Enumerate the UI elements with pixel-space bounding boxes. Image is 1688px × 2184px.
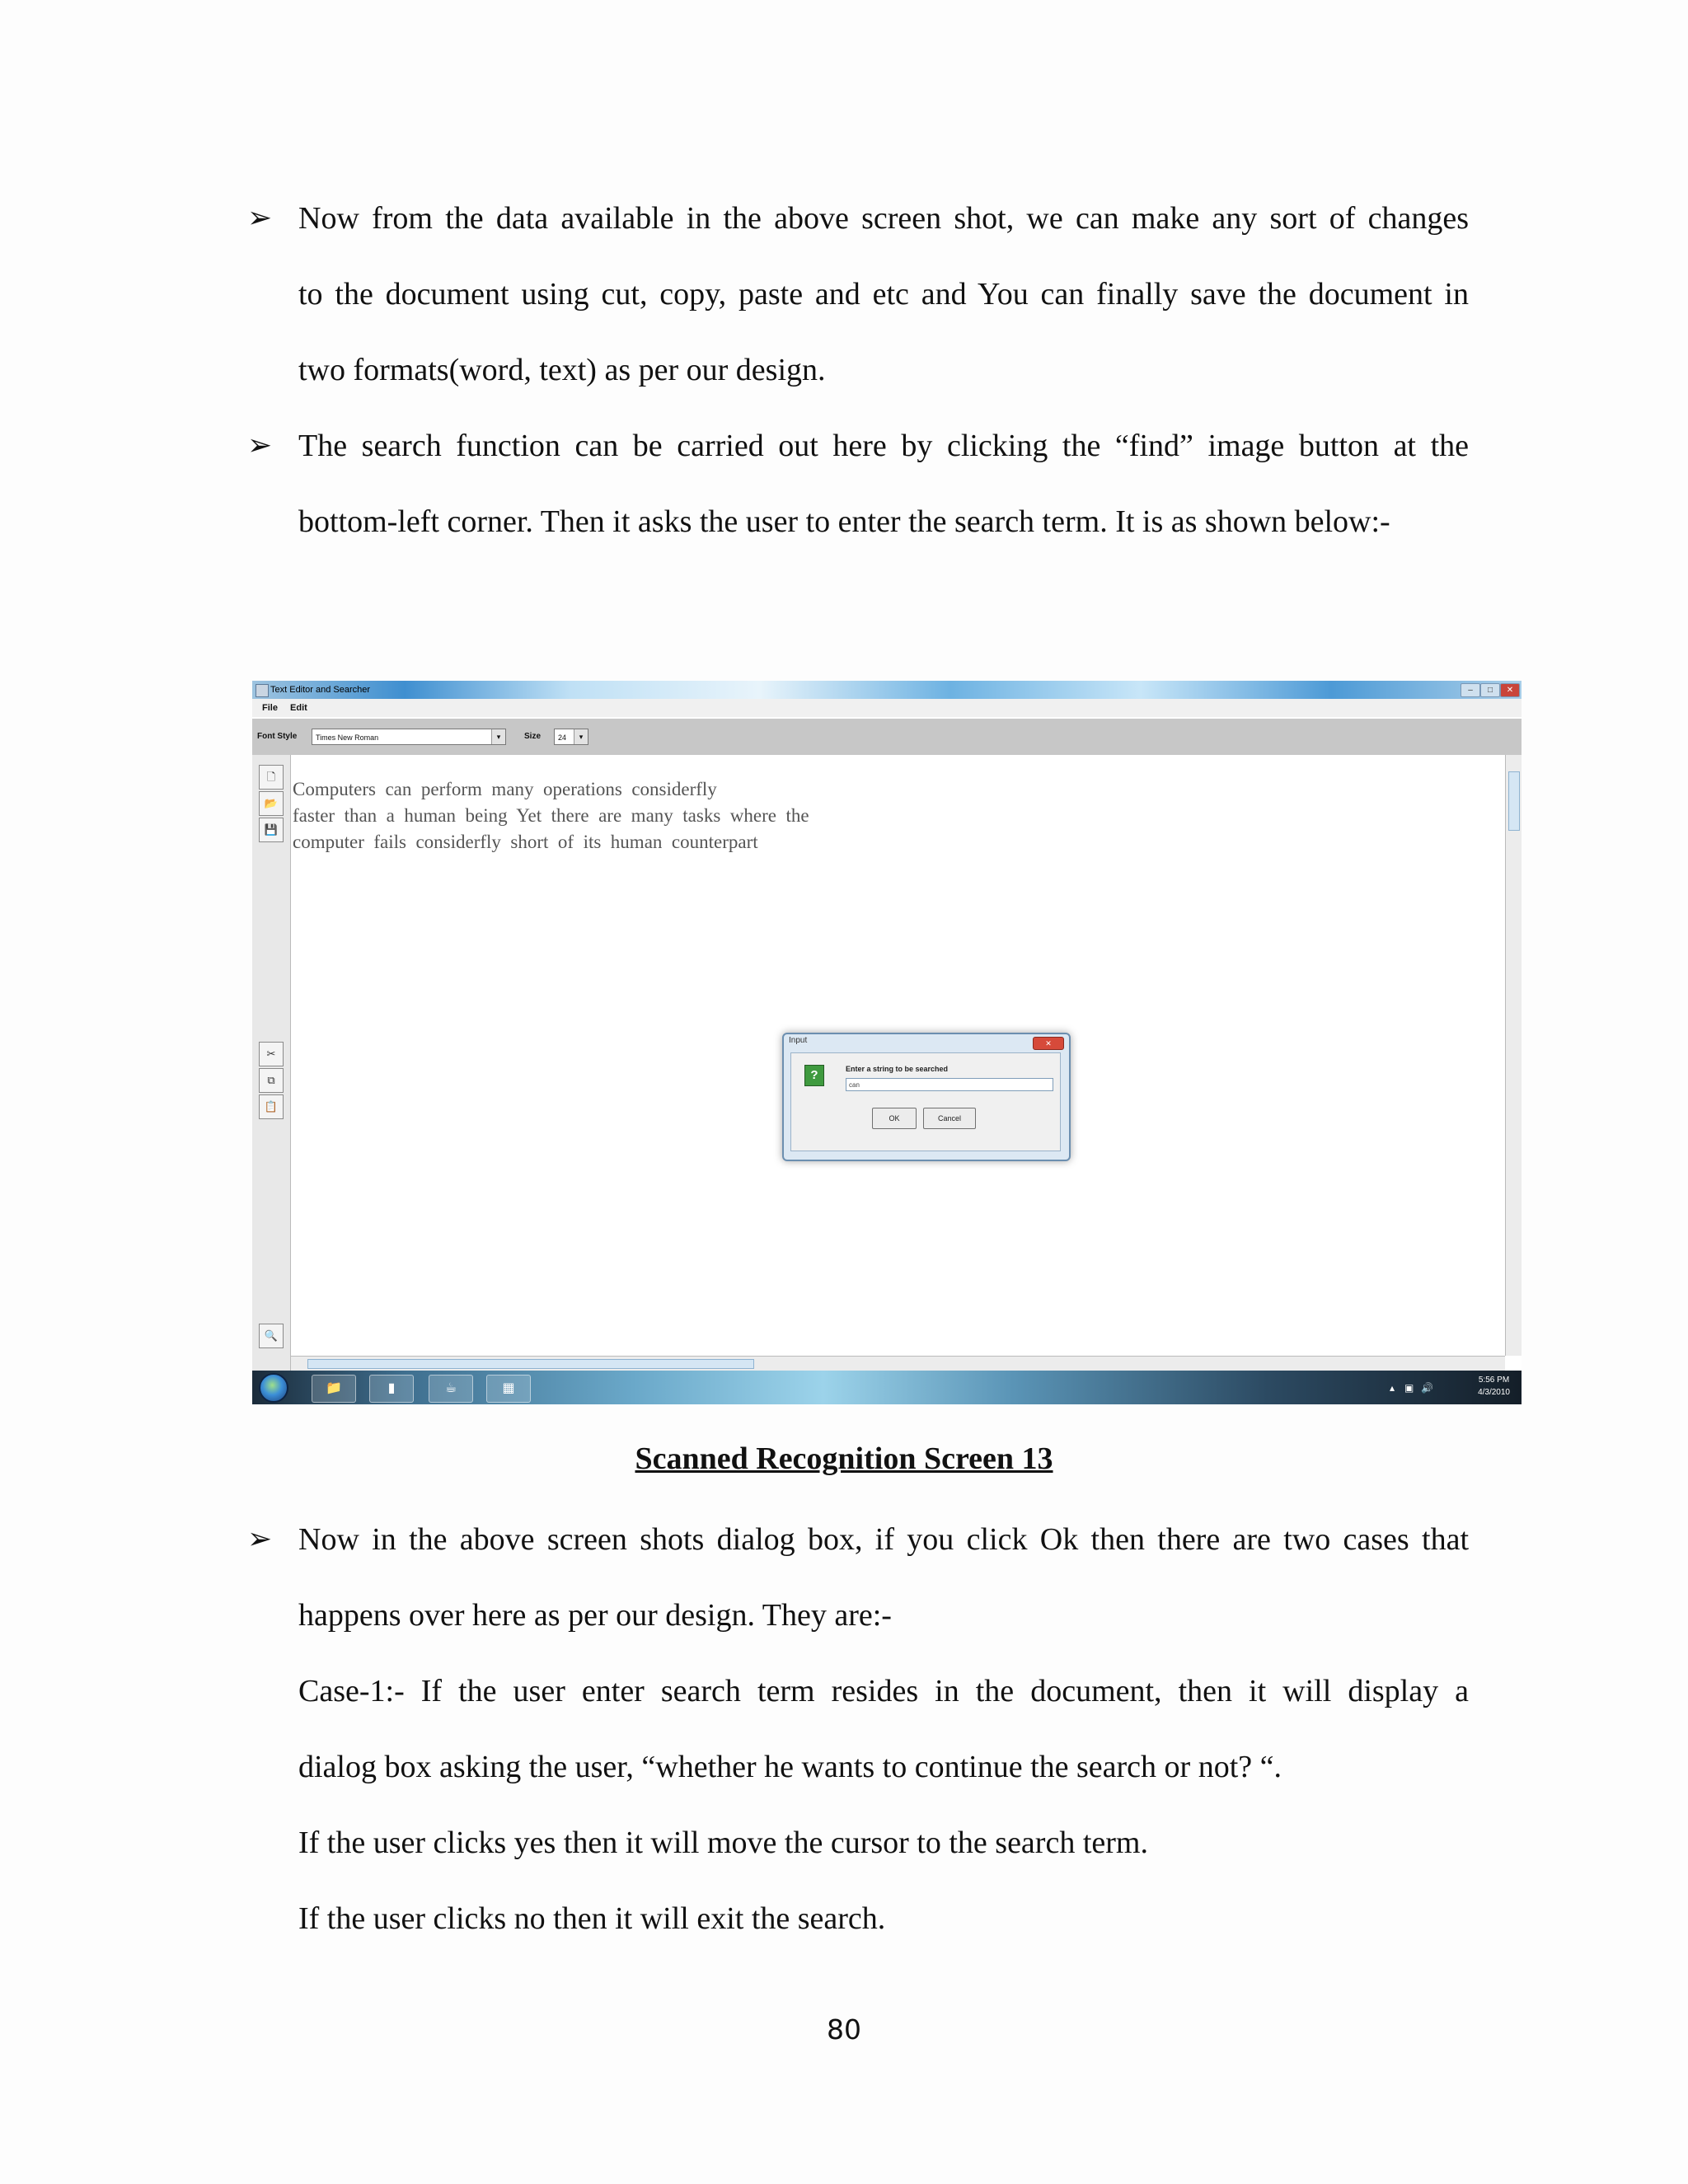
- app-icon: [256, 684, 269, 697]
- tray-date: 4/3/2010: [1478, 1388, 1510, 1397]
- tray-arrow-icon[interactable]: ▴: [1390, 1382, 1395, 1394]
- text-line: If the user clicks yes then it will move the cursor to the search term.: [298, 1825, 1148, 1860]
- network-icon[interactable]: ▣: [1404, 1382, 1414, 1394]
- paragraph-search-function: [298, 408, 1469, 560]
- start-button[interactable]: [259, 1373, 288, 1403]
- windows-taskbar: [252, 1371, 1522, 1404]
- text-line: happens over here as per our design. They are:-: [298, 1598, 892, 1633]
- text-line: If the user clicks no then it will exit the search.: [298, 1901, 886, 1936]
- dialog-message: Enter a string to be searched: [846, 1065, 949, 1073]
- menu-file[interactable]: File: [262, 703, 278, 713]
- dialog-title: Input: [789, 1036, 808, 1045]
- cut-icon[interactable]: ✂: [259, 1042, 284, 1066]
- horizontal-scrollbar[interactable]: [291, 1356, 1505, 1371]
- size-select[interactable]: [554, 729, 588, 745]
- new-file-icon[interactable]: 🗋: [259, 765, 284, 790]
- text-line: The search function can be carried out here by clicking the “find” image button at the: [298, 429, 1469, 463]
- menu-bar: [252, 699, 1522, 717]
- text-line: bottom-left corner. Then it asks the user to enter the search term. It is as shown below:-: [298, 504, 1390, 539]
- editor-line: faster than a human being Yet there are many tasks where the: [293, 805, 809, 826]
- window-title: Text Editor and Searcher: [270, 685, 371, 695]
- input-dialog: [782, 1033, 1071, 1161]
- editor-taskbar-icon[interactable]: ▦: [486, 1375, 531, 1403]
- text-line: Case-1:- If the user enter search term resides in the document, then it will display a: [298, 1674, 1469, 1708]
- chevron-down-icon: ▾: [574, 729, 588, 744]
- explorer-taskbar-icon[interactable]: 📁: [312, 1375, 356, 1403]
- bullet-marker: ➢: [247, 201, 273, 234]
- size-value: 24: [558, 733, 567, 742]
- editor-text: [293, 776, 809, 855]
- text-line: to the document using cut, copy, paste and etc and You can finally save the document in: [298, 277, 1469, 312]
- paragraph-search-cases: [298, 1502, 1469, 1957]
- text-line: Now in the above screen shots dialog box, if you click Ok then there are two cases that: [298, 1522, 1469, 1557]
- copy-icon[interactable]: ⧉: [259, 1068, 284, 1093]
- window-titlebar: [252, 681, 1522, 699]
- size-label: Size: [524, 732, 542, 741]
- editor-line: computer fails considerfly short of its human counterpart: [293, 832, 758, 852]
- font-select[interactable]: [312, 729, 506, 745]
- text-line: dialog box asking the user, “whether he wants to continue the search or not? “.: [298, 1750, 1282, 1784]
- open-file-icon[interactable]: 📂: [259, 791, 284, 816]
- editor-line: Computers can perform many operations considerfly: [293, 779, 717, 799]
- chevron-down-icon: ▾: [491, 729, 505, 744]
- font-toolbar: [252, 719, 1522, 755]
- cancel-button[interactable]: Cancel: [923, 1108, 976, 1129]
- figure-caption: Scanned Recognition Screen 13: [635, 1441, 1053, 1476]
- maximize-button[interactable]: □: [1480, 683, 1500, 697]
- page-number: 80: [827, 2013, 861, 2046]
- volume-icon[interactable]: 🔊: [1421, 1382, 1433, 1394]
- tray-clock[interactable]: [1478, 1374, 1510, 1399]
- screenshot-text-editor: [252, 681, 1522, 1404]
- dialog-close-button[interactable]: ✕: [1033, 1037, 1064, 1050]
- text-line: two formats(word, text) as per our design.: [298, 353, 826, 387]
- tray-time: 5:56 PM: [1478, 1376, 1510, 1385]
- minimize-button[interactable]: –: [1461, 683, 1480, 697]
- paragraph-edit-options: [298, 180, 1469, 408]
- dialog-body: [790, 1052, 1061, 1151]
- scroll-thumb[interactable]: [1508, 771, 1520, 831]
- question-icon: ?: [804, 1065, 824, 1086]
- close-button[interactable]: ✕: [1500, 683, 1520, 697]
- bullet-marker: ➢: [247, 429, 273, 462]
- tool-sidebar: [252, 755, 291, 1371]
- font-style-label: Font Style: [257, 732, 298, 741]
- search-input[interactable]: can: [846, 1078, 1053, 1091]
- ok-button[interactable]: OK: [872, 1108, 917, 1129]
- find-icon[interactable]: 🔍: [259, 1324, 284, 1348]
- save-icon[interactable]: 💾: [259, 818, 284, 842]
- paste-icon[interactable]: 📋: [259, 1094, 284, 1119]
- font-value: Times New Roman: [316, 733, 379, 742]
- text-line: Now from the data available in the above screen shot, we can make any sort of changes: [298, 201, 1469, 236]
- text-editor-area[interactable]: [291, 755, 1505, 1356]
- menu-edit[interactable]: Edit: [290, 703, 307, 713]
- vertical-scrollbar[interactable]: [1505, 755, 1522, 1356]
- scroll-thumb[interactable]: [307, 1359, 754, 1369]
- bullet-marker: ➢: [247, 1522, 273, 1555]
- terminal-taskbar-icon[interactable]: ▮: [369, 1375, 414, 1403]
- java-taskbar-icon[interactable]: ☕: [429, 1375, 473, 1403]
